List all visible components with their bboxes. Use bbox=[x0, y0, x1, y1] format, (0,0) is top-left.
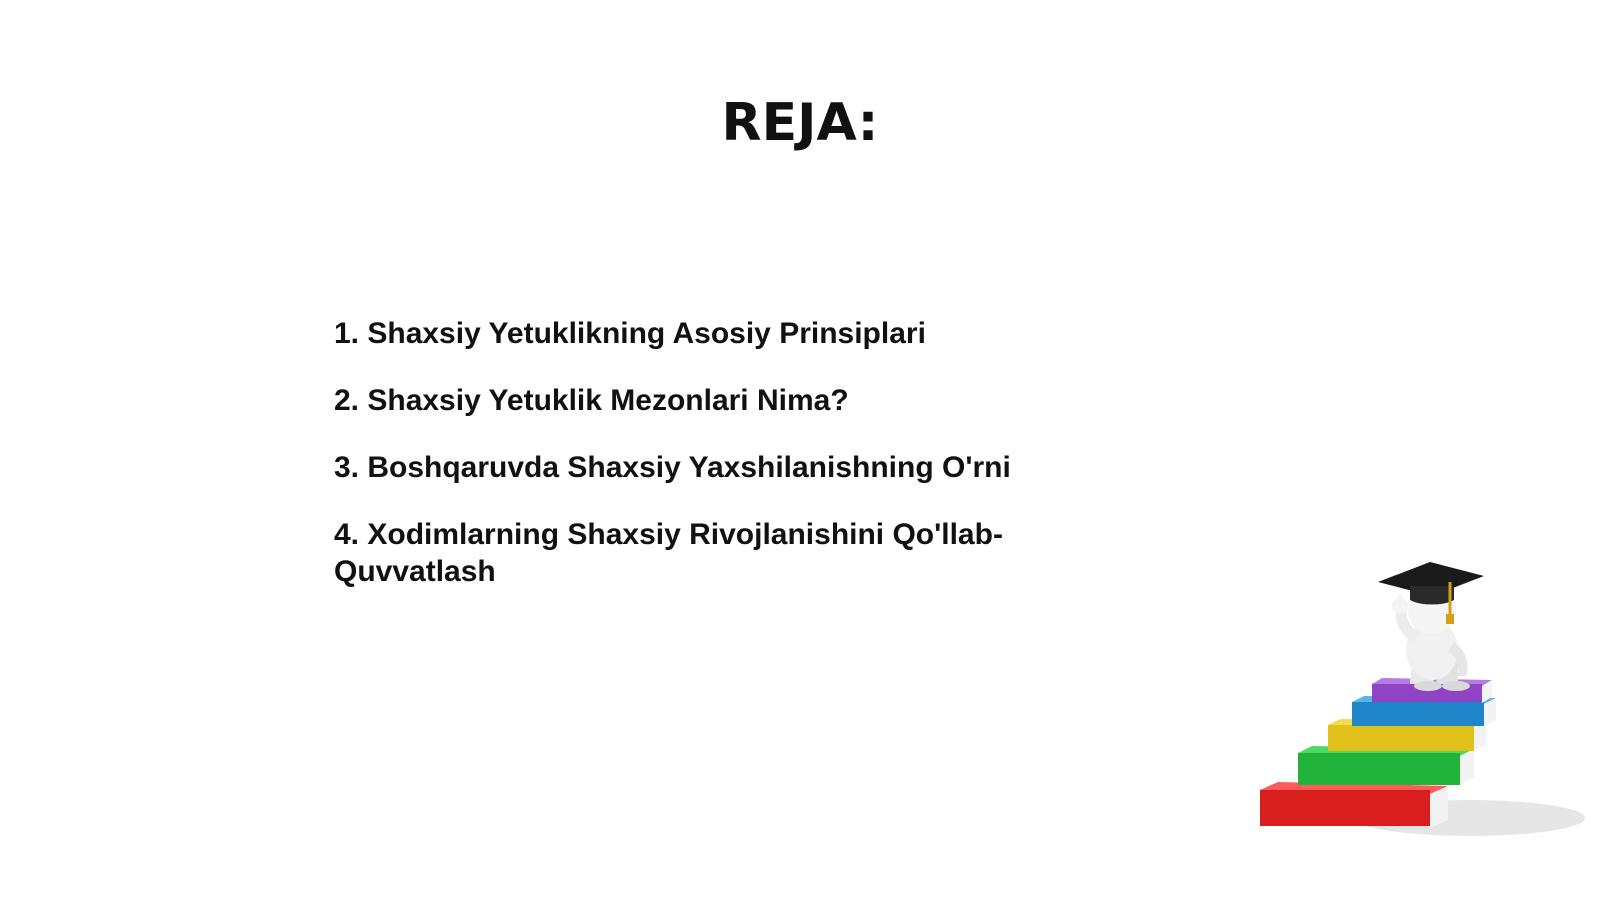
plan-item-3: 3. Boshqaruvda Shaxsiy Yaxshilanishning O'rni bbox=[334, 451, 1011, 484]
plan-item-4: 4. Xodimlarning Shaxsiy Rivojlanishini Qo'llab-Quvvatlash bbox=[334, 518, 1003, 588]
plan-item-2: 2. Shaxsiy Yetuklik Mezonlari Nima? bbox=[334, 384, 849, 417]
graduate-on-books-icon bbox=[1260, 560, 1590, 890]
plan-list bbox=[334, 315, 1074, 620]
graduate-figure bbox=[1378, 562, 1484, 691]
slide-title: REJA: bbox=[721, 93, 879, 153]
book-green bbox=[1298, 746, 1474, 785]
plan-item-1: 1. Shaxsiy Yetuklikning Asosiy Prinsiplari bbox=[334, 317, 926, 350]
book-red bbox=[1260, 782, 1448, 828]
